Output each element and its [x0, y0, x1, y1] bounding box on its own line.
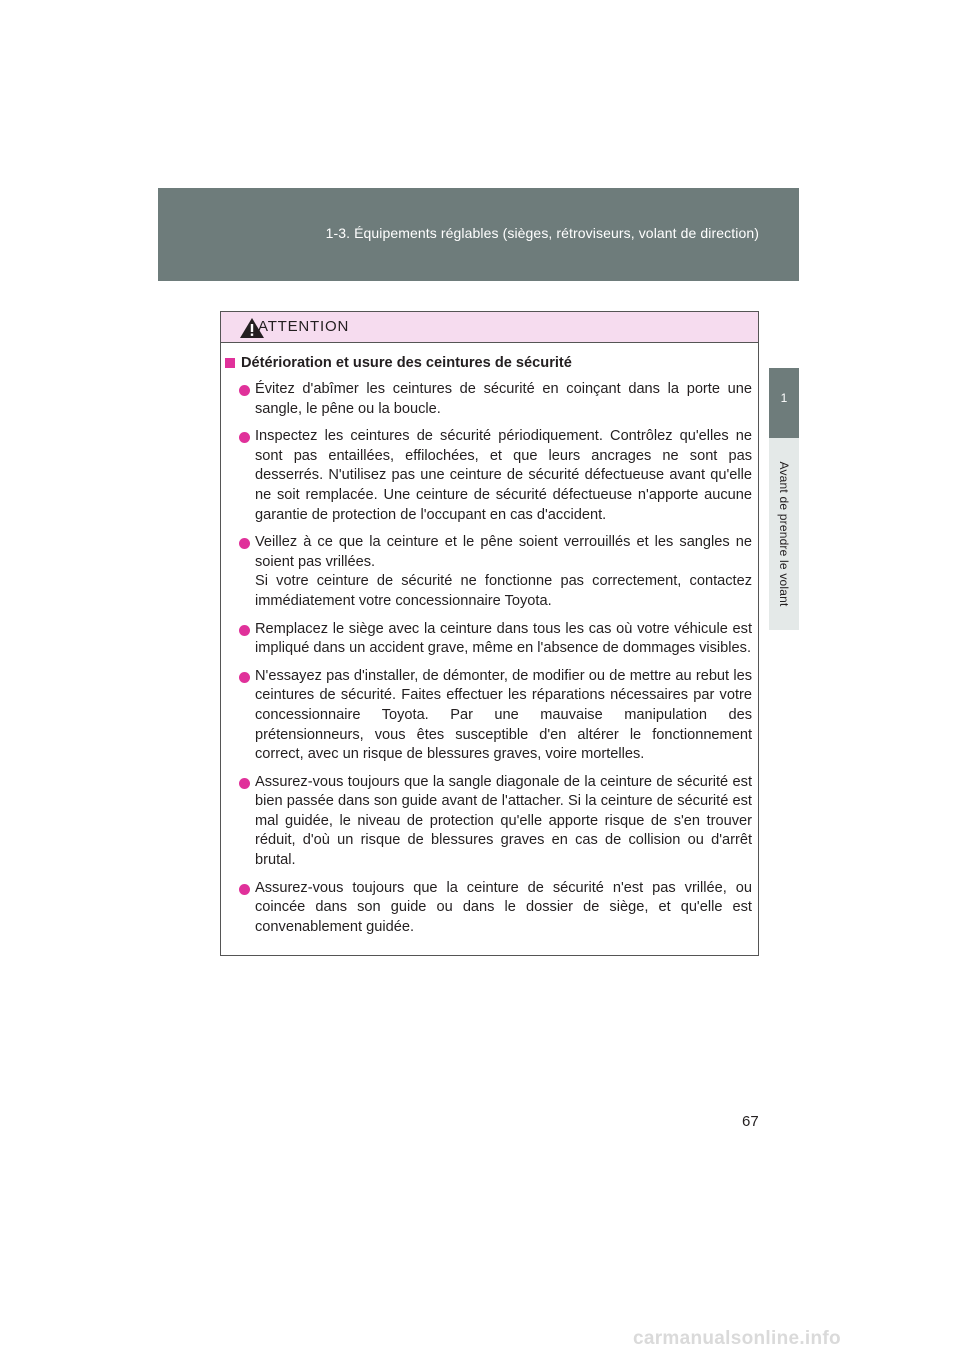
list-item-text: Veillez à ce que la ceinture et le pêne soient verrouillés et les sangles ne soient pas vrillées. Si votre ceinture de sécurité ne fonctionne pas correctement, contactez immédiatement votre concessionnaire Toyota. [255, 534, 752, 609]
list-item [225, 380, 752, 419]
list-item [225, 667, 752, 765]
side-tab-chapter-number [769, 368, 799, 438]
round-bullet-icon [239, 432, 250, 443]
list-item-text: Assurez-vous toujours que la ceinture de sécurité n'est pas vrillée, ou coincée dans son guide ou dans le dossier de siège, et qu'elle est convenablement guidée. [255, 879, 752, 935]
list-item-text: Évitez d'abîmer les ceintures de sécurité en coinçant dans la porte une sangle, le pêne ou la boucle. [255, 381, 752, 417]
caution-header [221, 312, 758, 343]
caution-title: ATTENTION [258, 318, 350, 335]
side-tab-chapter-label [769, 438, 799, 630]
round-bullet-icon [239, 778, 250, 789]
page-number: 67 [742, 1113, 759, 1130]
list-item [225, 427, 752, 525]
round-bullet-icon [239, 385, 250, 396]
caution-content [221, 343, 758, 937]
list-item [225, 879, 752, 938]
chapter-header-title: 1-3. Équipements réglables (sièges, rétroviseurs, volant de direction) [325, 225, 759, 241]
list-item-text: Assurez-vous toujours que la sangle diagonale de la ceinture de sécurité est bien passée dans son guide avant de l'attacher. Si la ceinture de sécurité est mal guidée, le niveau de protection qu'elle apporte risque de s'en trouver réduit, d'où un risque de blessures graves en cas de collision ou d'arrêt brutal. [255, 773, 752, 869]
side-tab-label: Avant de prendre le volant [777, 461, 791, 607]
caution-list [225, 380, 752, 937]
caution-box [220, 311, 759, 956]
list-item [225, 773, 752, 871]
list-item-text: N'essayez pas d'installer, de démonter, de modifier ou de mettre au rebut les ceintures de sécurité. Faites effectuer les réparations nécessaires par votre concessionnaire Toyota. Par une mauvaise manipulation des prétensionneurs, vous êtes susceptible d'en altérer le fonctionnement correct, avec un risque de blessures graves, voire mortelles. [255, 667, 752, 763]
square-bullet-icon [225, 358, 235, 368]
list-item [225, 620, 752, 659]
watermark: carmanualsonline.info [633, 1328, 841, 1349]
section-heading [225, 353, 752, 373]
section-heading-text: Détérioration et usure des ceintures de sécurité [241, 355, 572, 371]
list-item-text: Remplacez le siège avec la ceinture dans tous les cas où votre véhicule est impliqué dans un accident grave, même en l'absence de dommages visibles. [255, 620, 752, 657]
round-bullet-icon [239, 884, 250, 895]
list-item-text: Inspectez les ceintures de sécurité périodiquement. Contrôlez qu'elles ne sont pas entaillées, effilochées, et que leurs ancrages ne sont pas desserrés. N'utilisez pas une ceinture de sécurité défectueuse avant qu'elle ne soit remplacée. Une ceinture de sécurité défectueuse n'apporte aucune garantie de protection de l'occupant en cas d'accident. [255, 428, 752, 523]
round-bullet-icon [239, 672, 250, 683]
round-bullet-icon [239, 625, 250, 636]
list-item [225, 533, 752, 611]
side-tab-number: 1 [780, 391, 788, 405]
chapter-header-band [158, 188, 799, 281]
round-bullet-icon [239, 538, 250, 549]
